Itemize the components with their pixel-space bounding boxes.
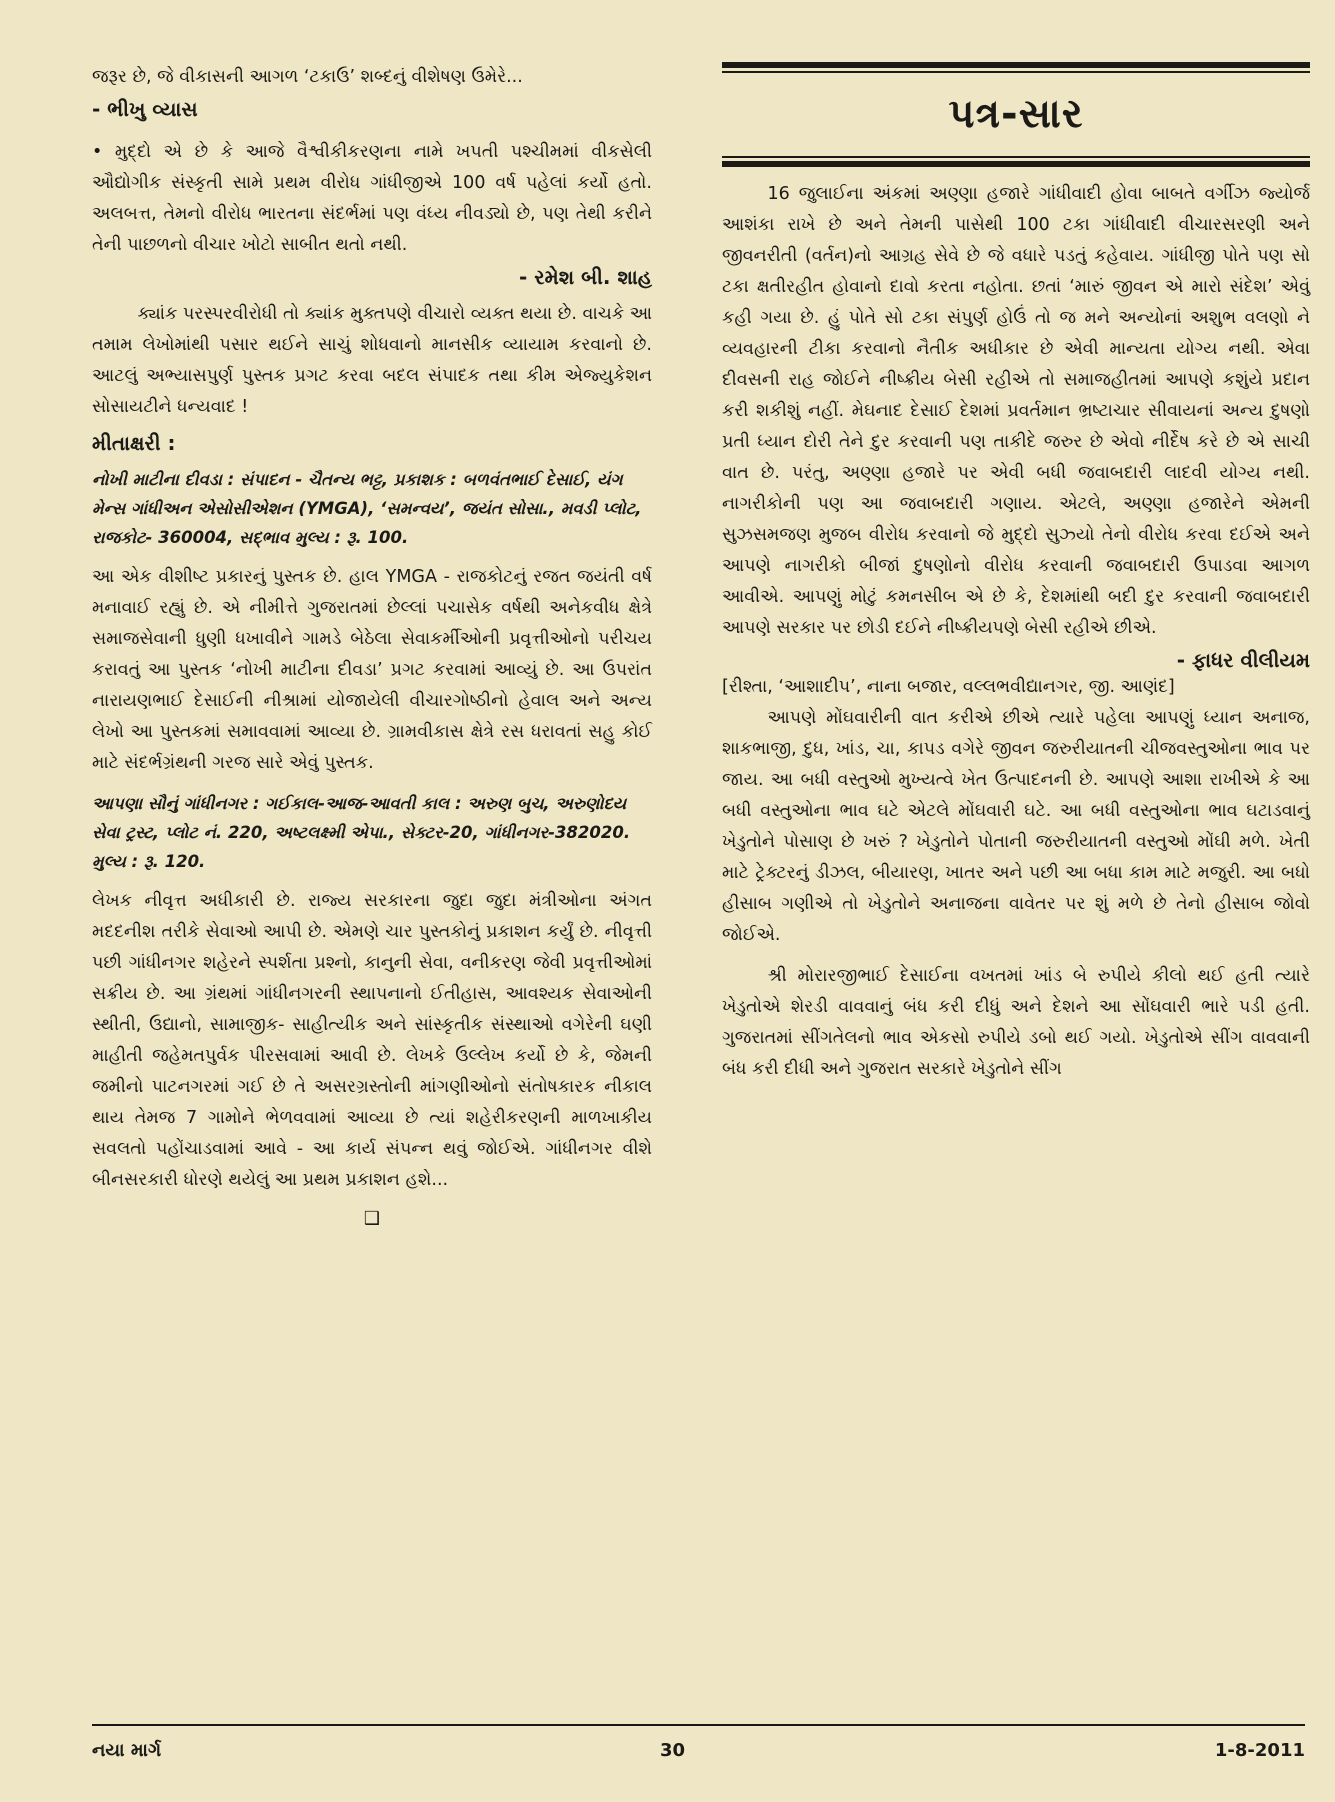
masthead-rule-bottom-thin: [722, 156, 1310, 158]
masthead-rule-top: [722, 62, 1310, 68]
masthead-rule-bottom: [722, 161, 1310, 167]
end-mark-icon: ❑: [363, 1208, 381, 1229]
right-para-3: શ્રી મોરારજીભાઈ દેસાઈના વખતમાં ખાંડ બે રુપીયે કીલો થઈ હતી ત્યારે ખેડુતોએ શેરડી વાવવાનું બંધ કરી દીધું અને દેશને આ સોંઘવારી ભારે પડી હતી. ગુજરાતમાં સીંગતેલનો ભાવ એકસો રુપીયે ડબો થઈ ગયો. ખેડુતોએ સીંગ વાવવાની બંધ કરી દીધી અને ગુજરાત સરકારે ખેડુતોને સીંગ: [722, 966, 1310, 1079]
address-line: [રીશ્તા, ‘આશાદીપ’, નાના બજાર, વલ્લભવીદ્યાનગર, જી. આણંદ]: [722, 677, 1175, 697]
masthead-title: પત્ર-સાર: [948, 91, 1084, 137]
right-para-2: આપણે મોંઘવારીની વાત કરીએ છીએ ત્યારે પહેલા આપણું ધ્યાન અનાજ, શાકભાજી, દુધ, ખાંડ, ચા, કાપડ વગેરે જીવન જરુરીયાતની ચીજવસ્તુઓના ભાવ પર જાય. આ બધી વસ્તુઓ મુખ્યત્વે ખેત ઉત્પાદનની છે. આપણે આશા રાખીએ કે આ બધી વસ્તુઓના ભાવ ઘટે એટલે મોંઘવારી ઘટે. આ બધી વસ્તુઓના ભાવ ઘટાડવાનું ખેડુતોને પોસાણ છે ખરું ? ખેડુતોને પોતાની જરુરીયાતની વસ્તુઓ મોંઘી મળે. ખેતી માટે ટ્રેક્ટરનું ડીઝલ, બીયારણ, ખાતર અને પછી આ બધા કામ માટે મજુરી. આ બધો હીસાબ ગણીએ તો ખેડુતોને અનાજના વાવેતર પર શું મળે છે તેનો હીસાબ જોવો જોઈએ.: [722, 708, 1310, 945]
book-entry-1: નોખી માટીના દીવડા : સંપાદન - ચૈતન્ય ભટ્ટ, પ્રકાશક : બળવંતભાઈ દેસાઈ, યંગ મેન્સ ગાંધીઅન એસોસીએશન (YMGA), ‘સમન્વય’, જયંત સોસા., મવડી પ્લોટ, રાજકોટ- 360004, સદ્ભાવ મુલ્ય : રૂ. 100.: [92, 470, 642, 547]
footer-page-number: 30: [660, 1740, 686, 1761]
right-para-1: 16 જુલાઈના અંકમાં અણ્ણા હજારે ગાંધીવાદી હોવા બાબતે વર્ગીઝ જ્યોર્જ આશંકા રાખે છે અને તેમની પાસેથી 100 ટકા ગાંધીવાદી વીચારસરણી અને જીવનરીતી (વર્તન)નો આગ્રહ સેવે છે જે વધારે પડતું કહેવાય. ગાંધીજી પોતે પણ સો ટકા ક્ષતીરહીત હોવાનો દાવો કરતા નહોતા. છતાં ‘મારું જીવન એ મારો સંદેશ’ એવું કહી ગયા છે. હું પોતે સો ટકા સંપુર્ણ હોઉં તો જ મને અન્યોનાં અશુભ વલણો ને વ્યવહારની ટીકા કરવાનો નૈતીક અધીકાર છે એવી માન્યતા યોગ્ય નથી. એવા દીવસની રાહ જોઈને નીષ્ક્રીય બેસી રહીએ તો સમાજહીતમાં આપણે કશુંયે પ્રદાન કરી શકીશું નહીં. મેઘનાદ દેસાઈ દેશમાં પ્રવર્તમાન ભ્રષ્ટાચાર સીવાયનાં અન્ય દુષણો પ્રતી ધ્યાન દોરી તેને દુર કરવાની પણ તાકીદે જરુર છે એવો નીર્દેષ કરે છે એ સાચી વાત છે. પરંતુ, અણ્ણા હજારે પર એવી બધી જવાબદારી લાદવી યોગ્ય નથી. નાગરીકોની પણ આ જવાબદારી ગણાય. એટલે, અણ્ણા હજારેને એમની સુઝસમજણ મુજબ વીરોધ કરવાનો જે મુદ્દો સુઝ્યો તેનો વીરોધ કરવા દઈએ અને આપણે નાગરીકો બીજાં દુષણોનો વીરોધ કરવાની જવાબદારી ઉપાડવા આગળ આવીએ. આપણું મોટું કમનસીબ એ છે કે, દેશમાંથી બદી દુર કરવાની જવાબદારી આપણે સરકાર પર છોડી દઈને નીષ્ક્રીયપણે બેસી રહીએ છીએ.: [722, 184, 1310, 638]
left-column: [92, 62, 652, 1229]
left-para-3: ક્યાંક પરસ્પરવીરોધી તો ક્યાંક મુક્તપણે વીચારો વ્યક્ત થયા છે. વાચકે આ તમામ લેખોમાંથી પસાર થઈને સાચું શોધવાનો માનસીક વ્યાયામ કરવાનો છે. આટલું અભ્યાસપુર્ણ પુસ્તક પ્રગટ કરવા બદલ સંપાદક તથા કીમ એજ્યુકેશન સોસાયટીને ધન્યવાદ !: [92, 304, 652, 417]
section-heading-mitakshari: મીતાક્ષરી :: [92, 431, 176, 455]
left-para-4: આ એક વીશીષ્ટ પ્રકારનું પુસ્તક છે. હાલ YMGA - રાજકોટનું રજત જયંતી વર્ષ મનાવાઈ રહ્યું છે. એ નીમીત્તે ગુજરાતમાં છેલ્લાં પચાસેક વર્ષથી અનેકવીધ ક્ષેત્રે સમાજસેવાની ધુણી ધખાવીને ગામડે બેઠેલા સેવાકર્મીઓની પ્રવૃત્તીઓનો પરીચય કરાવતું આ પુસ્તક ‘નોખી માટીના દીવડા’ પ્રગટ કરવામાં આવ્યું છે. આ ઉપરાંત નારાયણભાઈ દેસાઈની નીશ્રામાં યોજાયેલી વીચારગોષ્ઠીનો હેવાલ અને અન્ય લેખો આ પુસ્તકમાં સમાવવામાં આવ્યા છે. ગ્રામવીકાસ ક્ષેત્રે રસ ધરાવતાં સહુ કોઈ માટે સંદર્ભગ્રંથની ગરજ સારે એવું પુસ્તક.: [92, 567, 652, 773]
signature-bhikhu-vyas: - ભીખુ વ્યાસ: [92, 97, 198, 121]
footer-magazine-name: નયા માર્ગ: [92, 1740, 162, 1761]
left-para-2: • મુદ્દો એ છે કે આજે વૈશ્વીકીકરણના નામે ખપતી પશ્ચીમમાં વીકસેલી ઔદ્યોગીક સંસ્કૃતી સામે પ્રથમ વીરોધ ગાંધીજીએ 100 વર્ષ પહેલાં કર્યો હતો. અલબત્ત, તેમનો વીરોધ ભારતના સંદર્ભમાં પણ વંધ્ય નીવડ્યો છે, પણ તેથી કરીને તેની પાછળનો વીચાર ખોટો સાબીત થતો નથી.: [92, 142, 652, 255]
footer-date: 1-8-2011: [1214, 1740, 1305, 1761]
signature-ramesh-shah: - રમેશ બી. શાહ: [519, 265, 652, 289]
signature-father-william: - ફાધર વીલીયમ: [1176, 648, 1310, 672]
left-para-1: જરૂર છે, જે વીકાસની આગળ ‘ટકાઉ’ શબ્દનું વીશેષણ ઉમેરે...: [92, 67, 523, 87]
book-entry-2: આપણા સૌનું ગાંધીનગર : ગઈકાલ-આજ-આવતી કાલ : અરુણ બુચ, અરુણોદય સેવા ટ્રસ્ટ, પ્લોટ નં. 220, અષ્ટલક્ષ્મી એપા., સેક્ટર-20, ગાંધીનગર-382020. મુલ્ય : રૂ. 120.: [92, 794, 631, 871]
right-column: [722, 62, 1310, 1085]
footer-rule: [92, 1724, 1305, 1726]
left-para-5: લેખક નીવૃત્ત અધીકારી છે. રાજ્ય સરકારના જુદા જુદા મંત્રીઓના અંગત મદદનીશ તરીકે સેવાઓ આપી છે. એમણે ચાર પુસ્તકોનું પ્રકાશન કર્યું છે. નીવૃત્તી પછી ગાંધીનગર શહેરને સ્પર્શતા પ્રશ્નો, કાનુની સેવા, વનીકરણ જેવી પ્રવૃત્તીઓમાં સક્રીય છે. આ ગ્રંથમાં ગાંધીનગરની સ્થાપનાનો ઈતીહાસ, આવશ્યક સેવાઓની સ્થીતી, ઉદ્યાનો, સામાજીક- સાહીત્યીક અને સાંસ્કૃતીક સંસ્થાઓ વગેરેની ઘણી માહીતી જહેમતપુર્વક પીરસવામાં આવી છે. લેખકે ઉલ્લેખ કર્યો છે કે, જેમની જમીનો પાટનગરમાં ગઈ છે તે અસરગ્રસ્તોની માંગણીઓનો સંતોષકારક નીકાલ થાય તેમજ 7 ગામોને ભેળવવામાં આવ્યા છે ત્યાં શહેરીકરણની માળખાકીય સવલતો પહોંચાડવામાં આવે - આ કાર્ય સંપન્ન થવું જોઈએ. ગાંધીનગર વીશે બીનસરકારી ધોરણે થયેલું આ પ્રથમ પ્રકાશન હશે...: [92, 891, 652, 1190]
